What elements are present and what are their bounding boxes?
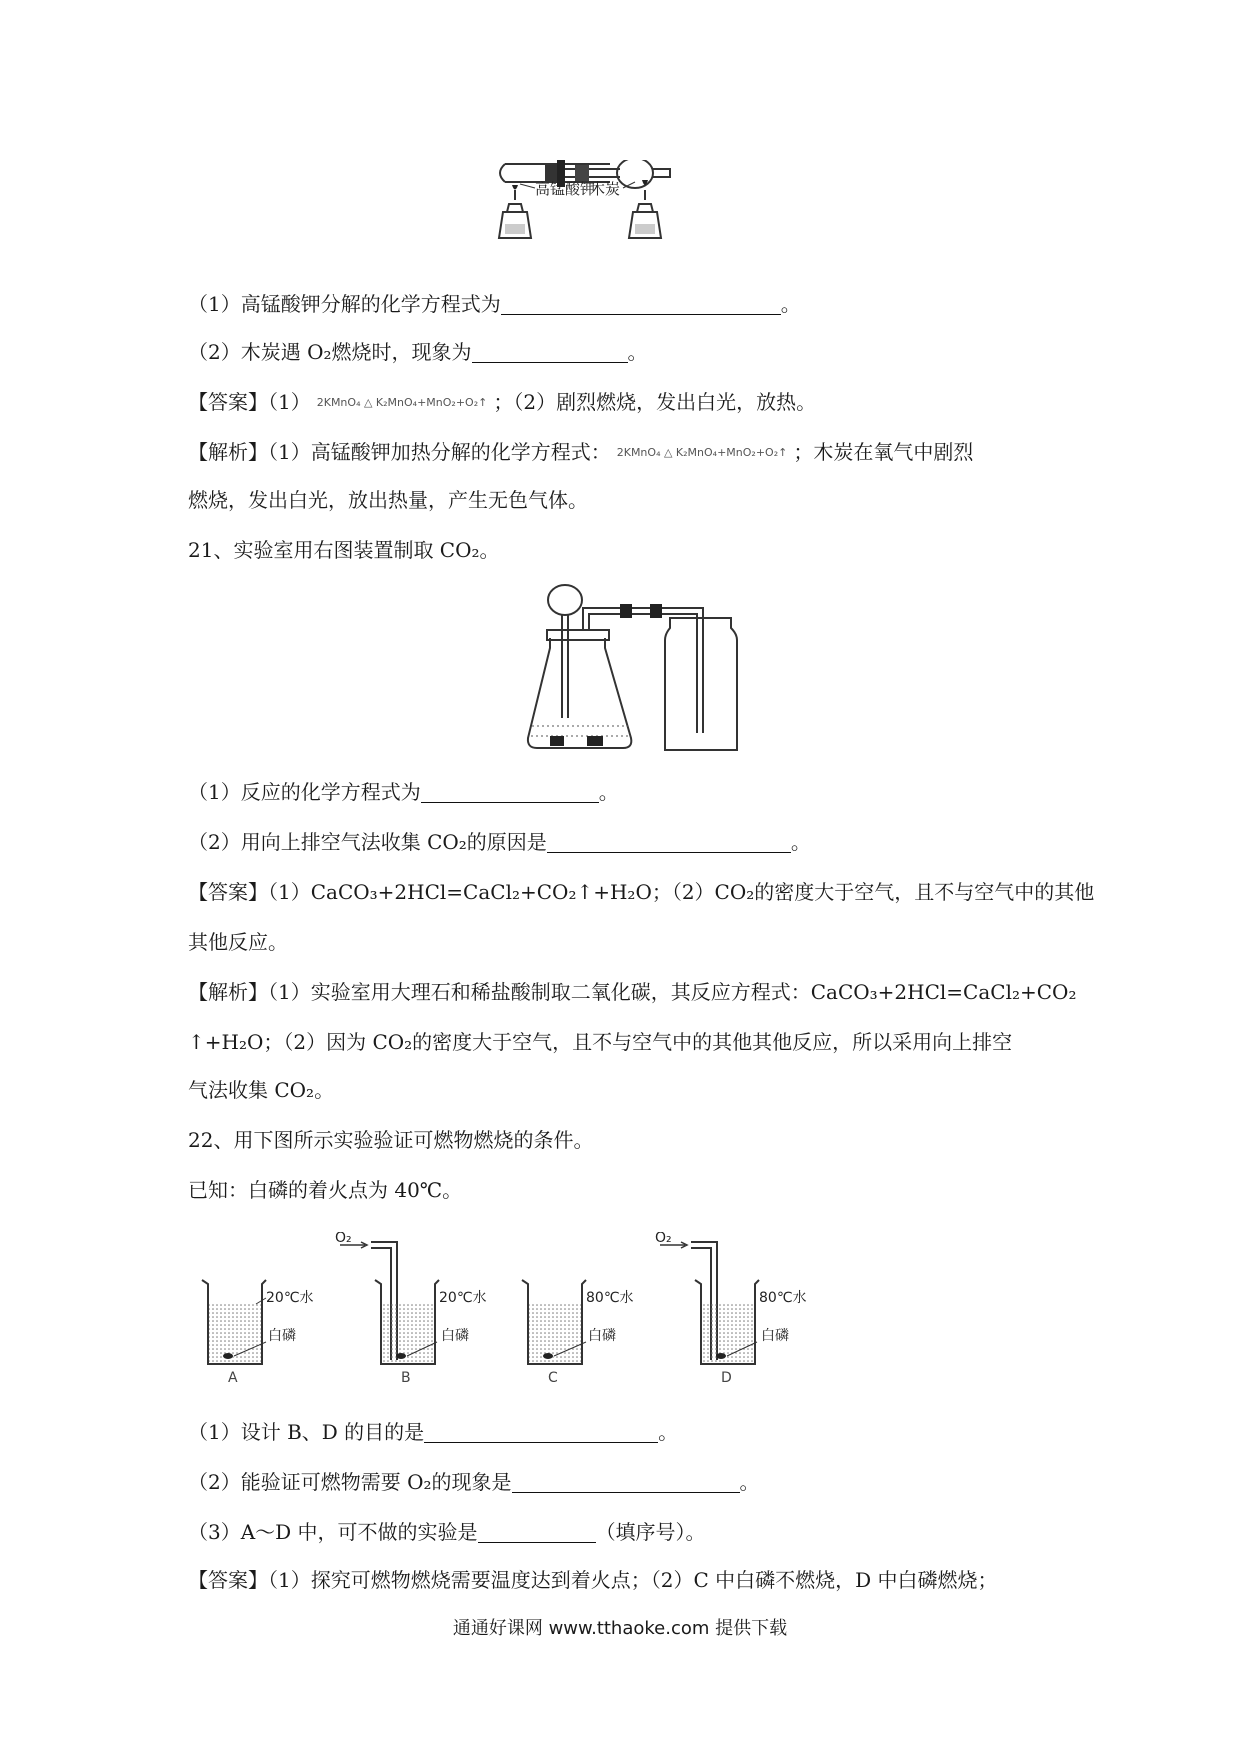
q21-sub2-blank[interactable] [547, 832, 791, 853]
beaker-b-letter: B [401, 1370, 411, 1382]
q22-sub1: （1）设计 B、D 的目的是 。 [188, 1420, 679, 1444]
q20-analysis-line2: 燃烧，发出白光，放出热量，产生无色气体。 [188, 488, 588, 512]
q21-answer-line1: 【答案】（1）CaCO₃+2HCl=CaCl₂+CO₂↑+H₂O；（2）CO₂的密度大于空气，且不与空气中的其他 [188, 880, 1095, 904]
svg-text:白磷: 白磷 [588, 1328, 616, 1344]
kmno4-apparatus-figure [495, 160, 755, 275]
q21-analysis-line3: 气法收集 CO₂。 [188, 1078, 335, 1102]
svg-text:80℃水: 80℃水 [586, 1290, 634, 1306]
q20-sub2-text: （2）木炭遇 O₂燃烧时，现象为 [188, 340, 472, 364]
svg-text:白磷: 白磷 [268, 1328, 296, 1344]
q20-sub2: （2）木炭遇 O₂燃烧时，现象为 。 [188, 340, 648, 364]
q21-answer-line2: 其他反应。 [188, 930, 288, 954]
label-kmno4: 高锰酸钾 [535, 180, 596, 198]
q22-stem: 22、用下图所示实验验证可燃物燃烧的条件。 [188, 1128, 594, 1152]
q22-sub2: （2）能验证可燃物需要 O₂的现象是 。 [188, 1470, 760, 1494]
svg-text:20℃水: 20℃水 [266, 1290, 314, 1306]
q20-sub1-blank[interactable] [501, 294, 781, 315]
q22-sub2-blank[interactable] [512, 1472, 740, 1493]
kmno4-equation-2: 2KMnO₄ △ K₂MnO₄+MnO₂+O₂↑ [616, 446, 788, 459]
svg-text:白磷: 白磷 [761, 1328, 789, 1344]
q21-analysis-line2: ↑+H₂O；（2）因为 CO₂的密度大于空气，且不与空气中的其他其他反应，所以采用向上排空 [188, 1030, 1013, 1054]
co2-apparatus-figure [525, 578, 745, 758]
label-charcoal: 木炭 [590, 180, 621, 198]
svg-text:80℃水: 80℃水 [759, 1290, 807, 1306]
q21-sub2: （2）用向上排空气法收集 CO₂的原因是 。 [188, 830, 811, 854]
q20-sub2-blank[interactable] [472, 342, 628, 363]
q21-sub1: （1）反应的化学方程式为 。 [188, 780, 619, 804]
o2-label-b: O₂ [335, 1232, 352, 1246]
q20-sub1-text: （1）高锰酸钾分解的化学方程式为 [188, 292, 501, 316]
q22-sub3-blank[interactable] [478, 1522, 596, 1543]
q20-analysis-line1: 【解析】（1）高锰酸钾加热分解的化学方程式： 2KMnO₄ △ K₂MnO₄+MnO₂+O₂↑ ；木炭在氧气中剧烈 [188, 438, 973, 467]
q20-answer: 【答案】（1） 2KMnO₄ △ K₂MnO₄+MnO₂+O₂↑ ；（2）剧烈燃烧，发出白光，放热。 [188, 388, 816, 417]
q21-sub1-blank[interactable] [421, 782, 599, 803]
q22-sub1-blank[interactable] [424, 1422, 658, 1443]
o2-label-d: O₂ [655, 1232, 672, 1246]
beaker-c-letter: C [548, 1370, 558, 1382]
beaker-d [655, 1232, 830, 1382]
q21-analysis-line1: 【解析】（1）实验室用大理石和稀盐酸制取二氧化碳，其反应方程式：CaCO₃+2HCl=CaCl₂+CO₂ [188, 980, 1077, 1004]
kmno4-equation: 2KMnO₄ △ K₂MnO₄+MnO₂+O₂↑ [316, 396, 488, 409]
beaker-d-letter: D [721, 1370, 732, 1382]
q20-sub1: （1）高锰酸钾分解的化学方程式为 。 [188, 292, 801, 316]
beakers-figure [200, 1232, 900, 1382]
q22-answer-line1: 【答案】（1）探究可燃物燃烧需要温度达到着火点；（2）C 中白磷不燃烧，D 中白磷燃烧； [188, 1568, 998, 1592]
q22-known: 已知：白磷的着火点为 40℃。 [188, 1178, 463, 1202]
q22-sub3: （3）A～D 中，可不做的实验是 （填序号）。 [188, 1520, 706, 1544]
svg-text:20℃水: 20℃水 [439, 1290, 487, 1306]
page-footer: 通通好课网 www.tthaoke.com 提供下载 [452, 1618, 788, 1639]
svg-text:白磷: 白磷 [441, 1328, 469, 1344]
q21-stem: 21、实验室用右图装置制取 CO₂。 [188, 538, 500, 562]
beaker-b [335, 1232, 510, 1382]
beaker-a-letter: A [228, 1370, 238, 1382]
